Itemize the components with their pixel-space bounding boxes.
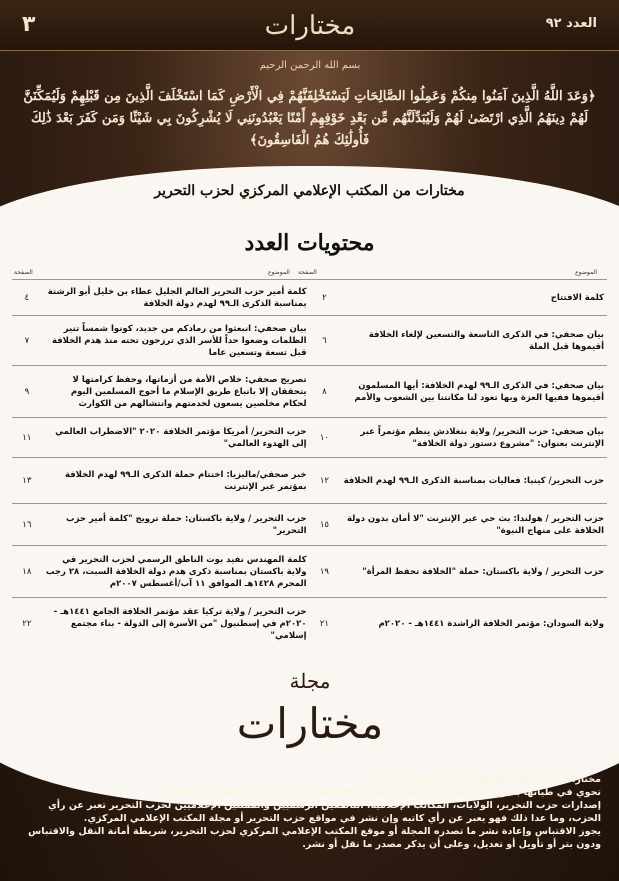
col-header-topic-right: الموضوع [575,269,597,276]
table-row [12,316,607,366]
entry-page: ١٠ [310,418,340,458]
entry-page: ١٨ [12,546,42,598]
col-header-page-left: الصفحة [14,269,33,276]
entry-page: ١٥ [310,504,340,546]
entry-title[interactable]: حزب التحرير/ كينيا: فعاليات بمناسبة الذكرى الـ٩٩ لهدم الخلافة [339,458,607,504]
entry-title[interactable]: حزب التحرير / هولندا: بث حي عبر الإنترنت "لا أمان بدون دولة الخلافة على منهاج النبوة" [339,504,607,546]
basmala: بسم الله الرحمن الرحيم [259,60,361,71]
logo-word-small: مجلة [289,669,331,693]
entry-page: ٩ [12,366,42,418]
contents-heading: محتويات العدد [244,230,375,256]
table-row [12,546,607,598]
logo-word-large: مختارات [236,699,384,748]
page-number: ٣ [22,12,36,37]
entry-page: ١٦ [12,504,42,546]
footer-line: مختارات من المكتب الإعلامي المركزي لحزب التحرير [358,774,601,785]
footer-line: يجوز الاقتباس وإعادة نشر ما تصدره المجلة أو موقع المكتب الإعلامي المركزي لحزب التحرير، شريطة أمانة النقل والاقتباس ودون بتر أو تأويل أو تعديل، وعلى أن يذكر مصدر ما نقل أو نشر. [28,826,601,850]
issue-number: العدد ٩٢ [545,16,597,31]
contents-table [12,279,607,650]
entry-title[interactable]: حزب التحرير / ولاية باكستان: حملة ترويج "كلمة أمير حزب التحرير" [42,504,310,546]
entry-title[interactable]: كلمة الافتتاح [339,280,607,316]
entry-title[interactable]: كلمة أمير حزب التحرير العالم الجليل عطاء بن خليل أبو الرشتة بمناسبة الذكرى الـ٩٩ لهدم دولة الخلافة [42,280,310,316]
top-bar [0,0,619,51]
footer-line: إصدارات حزب التحرير، الولايات، المكاتب الإعلامية، الناطقين الرسميين والممثلين الإعلاميين لحزب التحرير تعبر عن رأي الحزب، وما عدا ذلك فهو يعبر عن رأي كاتبه وإن نشر في مواقع حزب التحرير أو مجلة المكتب الإعلامي المركزي. [48,800,601,824]
table-row [12,504,607,546]
footer-line: تحوي في طياتها بعض ما تم نشره على موقع المكتب الإعلامي المركزي لحزب التحرير وإذاعته. [165,787,601,798]
entry-title[interactable]: كلمة المهندس نفيد بوت الناطق الرسمي لحزب التحرير في ولاية باكستان بمناسبة ذكرى هدم دولة الخلافة السبت، ٢٨ رجب المحرم ١٤٢٨هـ الموافق ١١ آب/أغسطس ٢٠٠٧م [42,546,310,598]
publication-subtitle: مختارات من المكتب الإعلامي المركزي لحزب التحرير [154,183,465,199]
entry-title[interactable]: خبر صحفي/ماليزيا: اختتام حملة الذكرى الـ٩٩ لهدم الخلافة بمؤتمر عبر الإنترنت [42,458,310,504]
magazine-logo: مختارات [264,11,356,41]
table-row [12,366,607,418]
entry-page: ١٣ [12,458,42,504]
entry-page: ٢ [310,280,340,316]
entry-title[interactable]: حزب التحرير/ أمريكا مؤتمر الخلافة ٢٠٢٠ "الاضطراب العالمي إلى الهدوء العالمي" [42,418,310,458]
entry-page: ٧ [12,316,42,366]
entry-page: ١٢ [310,458,340,504]
entry-page: ٨ [310,366,340,418]
entry-title[interactable]: تصريح صحفي: خلاص الأمة من أزماتها، وحفظ كرامتها لا يتحققان إلا باتباع طريق الإسلام ما أحوج المسلمين اليوم لحكام مخلصين يسعون لخدمتهم وانتشالهم من الكوارث [42,366,310,418]
entry-title[interactable]: بيان صحفي: في الذكرى الـ٩٩ لهدم الخلافة: أيها المسلمون أقيموها ففيها العزة وبها تعود لنا مكانتنا بين الشعوب والأمم [339,366,607,418]
entry-page: ١١ [12,418,42,458]
entry-page: ٦ [310,316,340,366]
footer-disclaimer [18,773,601,851]
entry-page: ٤ [12,280,42,316]
magazine-logo-large [225,668,395,778]
entry-title[interactable]: حزب التحرير / ولاية تركيا عقد مؤتمر الخلافة الجامع ١٤٤١هـ - ٢٠٢٠م في إسطنبول "من الأسرة إلى الدولة - بناء مجتمع إسلامي" [42,598,310,650]
col-header-topic-left: الموضوع [268,269,290,276]
entry-page: ٢٢ [12,598,42,650]
table-row [12,598,607,650]
table-row [12,458,607,504]
entry-page: ٢١ [310,598,340,650]
entry-title[interactable]: بيان صحفي: حزب التحرير/ ولاية بنغلادش ينظم مؤتمراً عبر الإنترنت بعنوان: "مشروع دستور دولة الخلافة" [339,418,607,458]
table-row [12,418,607,458]
entry-title[interactable]: بيان صحفي: انبعثوا من رمادكم من جديد، كونوا شمساً تنير الظلمات وضعوا حداً للأسر الذي ترزحون تحته منذ هدم الخلافة قبل تسعة وتسعين عاما [42,316,310,366]
quran-verse: ﴿وَعَدَ اللَّهُ الَّذِينَ آمَنُوا مِنكُمْ وَعَمِلُوا الصَّالِحَاتِ لَيَسْتَخْلِفَنَّهُمْ فِي الْأَرْضِ كَمَا اسْتَخْلَفَ الَّذِينَ مِن قَبْلِهِمْ وَلَيُمَكِّنَنَّ لَهُمْ دِينَهُمُ الَّذِي ارْتَضَىٰ لَهُمْ وَلَيُبَدِّلَنَّهُم مِّن بَعْدِ خَوْفِهِمْ أَمْنًا يَعْبُدُونَنِي لَا يُشْرِكُونَ بِي شَيْئًا وَمَن كَفَرَ بَعْدَ ذَٰلِكَ فَأُولَٰئِكَ هُمُ الْفَاسِقُونَ﴾ [23,89,596,148]
table-row [12,280,607,316]
entry-title[interactable]: بيان صحفي: في الذكرى التاسعة والتسعين لإلغاء الخلافة أقيموها قبل الملة [339,316,607,366]
col-header-page-right: الصفحة [298,269,317,276]
entry-title[interactable]: حزب التحرير / ولاية باكستان: حملة "الخلافة تحفظ المرأة" [339,546,607,598]
entry-page: ١٩ [310,546,340,598]
entry-title[interactable]: ولاية السودان: مؤتمر الخلافة الراشدة ١٤٤١هـ - ٢٠٢٠م [339,598,607,650]
